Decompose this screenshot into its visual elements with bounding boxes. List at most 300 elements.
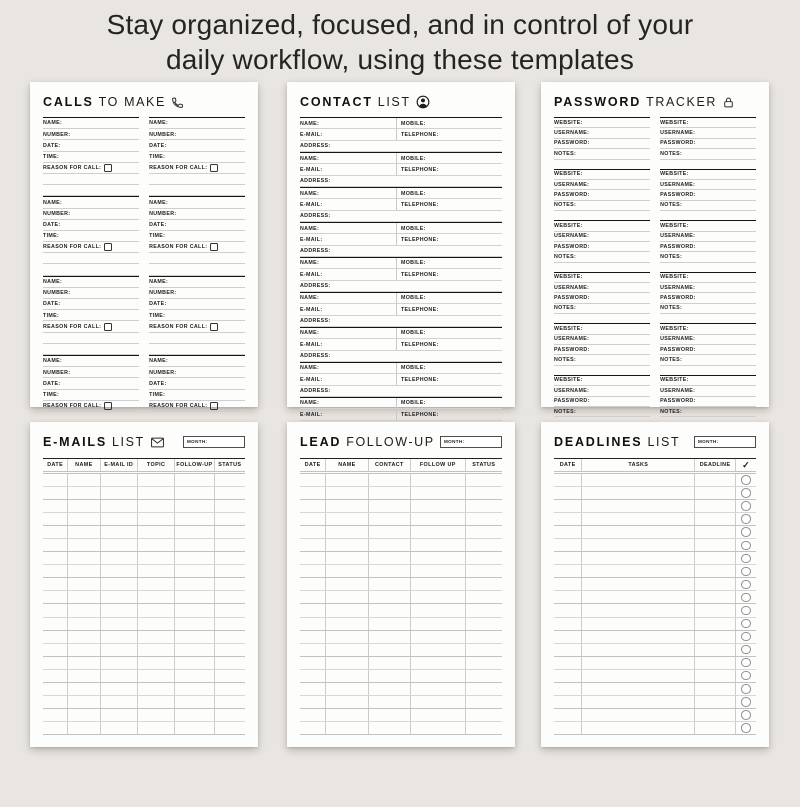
call-block — [149, 117, 245, 196]
contact-cell — [396, 374, 502, 384]
done-circle — [741, 671, 751, 681]
field-label: NAME: — [300, 400, 320, 407]
table-cell — [554, 526, 582, 538]
password-blocks — [554, 117, 756, 437]
field-row — [554, 149, 650, 159]
checkbox — [104, 243, 112, 251]
field-row — [149, 209, 245, 220]
contact-cell — [396, 293, 502, 303]
table-cell — [466, 487, 502, 499]
table-cell — [300, 591, 326, 603]
call-block — [149, 276, 245, 355]
table-cell — [101, 474, 138, 486]
table-cell — [554, 657, 582, 669]
table-cell — [43, 696, 68, 708]
deadlines-list-card — [541, 422, 769, 747]
field-label: PASSWORD: — [660, 295, 696, 302]
table-cell — [300, 513, 326, 525]
field-row — [554, 397, 650, 407]
field-row — [660, 407, 756, 417]
field-row — [660, 201, 756, 211]
column-header: NAME — [326, 459, 368, 471]
field-row — [149, 310, 245, 321]
emails-table — [43, 458, 245, 735]
table-cell — [582, 722, 695, 734]
table-cell — [326, 670, 368, 682]
field-label: WEBSITE: — [660, 325, 689, 332]
contact-block — [300, 362, 502, 397]
deadlines-list-header — [554, 432, 756, 452]
table-cell — [215, 618, 245, 630]
field-row — [149, 220, 245, 231]
field-row — [43, 277, 139, 288]
contact-row — [300, 234, 502, 245]
table-cell — [175, 474, 214, 486]
contact-cell — [396, 118, 502, 128]
table-cell — [138, 696, 175, 708]
table-cell — [175, 657, 214, 669]
table-cell — [138, 644, 175, 656]
table-cell — [582, 487, 695, 499]
table-cell — [101, 722, 138, 734]
table-cell — [101, 631, 138, 643]
field-label: E-MAIL: — [300, 166, 323, 173]
table-cell — [68, 631, 100, 643]
field-label: TELEPHONE: — [400, 271, 439, 278]
field-label: MOBILE: — [400, 190, 426, 197]
contact-cell — [300, 118, 396, 128]
contact-cell — [300, 234, 396, 244]
field-label: REASON FOR CALL: — [149, 165, 208, 172]
field-label: USERNAME: — [554, 129, 590, 136]
contact-cell — [300, 269, 396, 279]
field-label: USERNAME: — [554, 387, 590, 394]
table-cell — [43, 487, 68, 499]
password-tracker-card — [541, 82, 769, 415]
field-row — [660, 335, 756, 345]
field-label: E-MAIL: — [300, 376, 323, 383]
field-row — [660, 118, 756, 128]
table-cell — [736, 526, 756, 538]
table-cell — [736, 709, 756, 721]
table-cell — [326, 487, 368, 499]
table-cell — [68, 670, 100, 682]
field-label: NOTES: — [554, 357, 577, 364]
blank-line — [149, 253, 245, 264]
field-label: ADDRESS: — [300, 318, 331, 325]
column-header: E-MAIL ID — [101, 459, 138, 471]
done-circle — [741, 527, 751, 537]
field-row — [43, 209, 139, 220]
table-cell — [326, 500, 368, 512]
contact-row — [300, 339, 502, 350]
contact-cell — [300, 164, 396, 174]
table-cell — [411, 604, 466, 616]
table-cell — [101, 552, 138, 564]
table-cell — [101, 526, 138, 538]
table-cell — [695, 722, 735, 734]
table-cell — [466, 618, 502, 630]
contact-row — [300, 118, 502, 129]
table-row — [43, 618, 245, 631]
field-label: PASSWORD: — [554, 140, 590, 147]
table-row — [554, 696, 756, 709]
table-cell — [411, 670, 466, 682]
field-row — [149, 197, 245, 208]
table-cell — [554, 683, 582, 695]
password-block — [660, 323, 756, 366]
table-cell — [554, 709, 582, 721]
column-header: DATE — [300, 459, 326, 471]
table-cell — [736, 578, 756, 590]
field-row — [554, 128, 650, 138]
table-cell — [215, 539, 245, 551]
field-row — [660, 149, 756, 159]
table-cell — [466, 722, 502, 734]
contact-row — [300, 258, 502, 269]
checkbox — [210, 402, 218, 410]
contact-block — [300, 327, 502, 362]
table-cell — [326, 539, 368, 551]
table-cell — [326, 604, 368, 616]
field-row — [43, 197, 139, 208]
table-cell — [300, 657, 326, 669]
table-cell — [300, 552, 326, 564]
password-column — [660, 117, 756, 437]
table-cell — [326, 591, 368, 603]
table-cell — [101, 487, 138, 499]
table-cell — [736, 631, 756, 643]
field-label: MOBILE: — [400, 365, 426, 372]
column-header: CONTACT — [369, 459, 411, 471]
table-cell — [215, 565, 245, 577]
table-cell — [101, 565, 138, 577]
table-row — [43, 604, 245, 617]
table-cell — [466, 578, 502, 590]
field-label: NAME: — [300, 190, 320, 197]
table-cell — [736, 657, 756, 669]
field-label: NOTES: — [660, 202, 683, 209]
field-row — [149, 118, 245, 129]
field-label: REASON FOR CALL: — [43, 323, 102, 330]
address-row — [300, 281, 502, 292]
field-label: REASON FOR CALL: — [43, 165, 102, 172]
table-row — [554, 644, 756, 657]
done-circle — [741, 593, 751, 603]
table-cell — [736, 513, 756, 525]
field-row — [660, 304, 756, 314]
table-row — [43, 500, 245, 513]
field-label: TELEPHONE: — [400, 131, 439, 138]
field-row — [554, 335, 650, 345]
field-row — [149, 140, 245, 151]
table-row — [554, 513, 756, 526]
field-label: E-MAIL: — [300, 236, 323, 243]
field-row — [554, 180, 650, 190]
contact-cell — [300, 328, 396, 338]
table-cell — [582, 526, 695, 538]
card-title-bold: DEADLINES — [554, 435, 643, 449]
field-row — [43, 390, 139, 401]
table-row — [300, 539, 502, 552]
table-row — [300, 487, 502, 500]
field-row — [43, 321, 139, 332]
table-row — [554, 578, 756, 591]
field-row — [554, 386, 650, 396]
table-cell — [466, 670, 502, 682]
field-label: PASSWORD: — [660, 140, 696, 147]
table-cell — [736, 604, 756, 616]
table-cell — [138, 578, 175, 590]
field-label: WEBSITE: — [554, 274, 583, 281]
table-cell — [101, 683, 138, 695]
blank-line — [43, 253, 139, 264]
field-row — [149, 277, 245, 288]
field-label: DATE: — [149, 142, 167, 149]
table-cell — [326, 552, 368, 564]
table-cell — [736, 644, 756, 656]
table-cell — [138, 670, 175, 682]
table-cell — [215, 526, 245, 538]
field-label: WEBSITE: — [660, 222, 689, 229]
table-cell — [326, 513, 368, 525]
table-cell — [215, 578, 245, 590]
contact-row — [300, 398, 502, 409]
table-header-row — [43, 458, 245, 474]
address-row — [300, 176, 502, 187]
blank-line — [149, 174, 245, 185]
checkbox — [104, 164, 112, 172]
table-cell — [215, 709, 245, 721]
contact-list-header — [300, 92, 502, 112]
contact-cell — [300, 188, 396, 198]
table-cell — [736, 670, 756, 682]
field-row — [554, 232, 650, 242]
field-row — [149, 356, 245, 367]
field-row — [660, 397, 756, 407]
table-cell — [582, 591, 695, 603]
table-cell — [736, 722, 756, 734]
field-label: PASSWORD: — [554, 346, 590, 353]
table-cell — [582, 578, 695, 590]
table-cell — [326, 644, 368, 656]
month-label: MONTH: — [444, 438, 465, 444]
table-cell — [695, 696, 735, 708]
field-label: TIME: — [43, 233, 60, 240]
blank-line — [43, 333, 139, 344]
table-cell — [68, 683, 100, 695]
field-label: DATE: — [43, 222, 61, 229]
table-cell — [582, 631, 695, 643]
field-label: NAME: — [300, 155, 320, 162]
column-header: DATE — [554, 459, 582, 471]
contact-row — [300, 188, 502, 199]
table-row — [554, 618, 756, 631]
table-header-row — [554, 458, 756, 474]
field-row — [43, 401, 139, 412]
blank-line — [149, 333, 245, 344]
emails-list-card — [30, 422, 258, 747]
table-row — [300, 591, 502, 604]
field-label: E-MAIL: — [300, 131, 323, 138]
table-cell — [68, 591, 100, 603]
field-row — [660, 376, 756, 386]
done-circle — [741, 606, 751, 616]
table-cell — [411, 644, 466, 656]
field-label: NOTES: — [554, 202, 577, 209]
password-block — [554, 169, 650, 212]
table-row — [300, 722, 502, 735]
table-cell — [300, 474, 326, 486]
field-label: NAME: — [43, 120, 63, 127]
field-label: NUMBER: — [149, 131, 177, 138]
field-label: NOTES: — [660, 408, 683, 415]
contact-cell — [396, 398, 502, 408]
table-cell — [369, 591, 411, 603]
field-row — [43, 118, 139, 129]
table-cell — [215, 474, 245, 486]
field-row — [554, 201, 650, 211]
password-block — [554, 220, 650, 263]
field-label: NAME: — [43, 279, 63, 286]
contact-cell — [396, 363, 502, 373]
field-label: DATE: — [43, 380, 61, 387]
field-label: NAME: — [149, 279, 169, 286]
table-cell — [736, 683, 756, 695]
table-row — [554, 683, 756, 696]
field-label: WEBSITE: — [554, 325, 583, 332]
table-cell — [369, 618, 411, 630]
contact-cell — [300, 374, 396, 384]
table-cell — [369, 487, 411, 499]
table-row — [300, 696, 502, 709]
table-cell — [411, 618, 466, 630]
table-cell — [138, 631, 175, 643]
table-cell — [68, 709, 100, 721]
field-row — [660, 242, 756, 252]
table-cell — [369, 670, 411, 682]
field-row — [660, 252, 756, 262]
contact-row — [300, 293, 502, 304]
card-title-bold: E-MAILS — [43, 435, 107, 449]
contact-cell — [396, 153, 502, 163]
table-row — [300, 631, 502, 644]
table-row — [43, 670, 245, 683]
calls-blocks — [43, 117, 245, 445]
field-label: TELEPHONE: — [400, 236, 439, 243]
done-circle — [741, 567, 751, 577]
table-cell — [215, 552, 245, 564]
field-label: NOTES: — [660, 253, 683, 260]
table-cell — [175, 631, 214, 643]
table-cell — [466, 513, 502, 525]
field-label: DATE: — [149, 301, 167, 308]
field-label: TELEPHONE: — [400, 306, 439, 313]
field-label: MOBILE: — [400, 225, 426, 232]
table-cell — [554, 722, 582, 734]
table-cell — [43, 578, 68, 590]
call-block — [149, 196, 245, 275]
field-label: TELEPHONE: — [400, 376, 439, 383]
field-label: WEBSITE: — [554, 222, 583, 229]
field-label: PASSWORD: — [660, 346, 696, 353]
checkbox — [210, 164, 218, 172]
field-row — [149, 129, 245, 140]
field-label: NAME: — [149, 199, 169, 206]
table-cell — [736, 696, 756, 708]
field-label: TIME: — [43, 391, 60, 398]
field-label: NUMBER: — [43, 210, 71, 217]
contact-cell — [300, 409, 396, 419]
field-row — [554, 283, 650, 293]
field-row — [43, 310, 139, 321]
table-cell — [554, 644, 582, 656]
table-cell — [175, 552, 214, 564]
blank-line — [43, 264, 139, 275]
table-cell — [369, 565, 411, 577]
field-row — [660, 273, 756, 283]
table-row — [43, 552, 245, 565]
table-cell — [138, 552, 175, 564]
field-label: REASON FOR CALL: — [149, 244, 208, 251]
field-label: ADDRESS: — [300, 387, 331, 394]
lead-follow-up-card — [287, 422, 515, 747]
table-row — [43, 487, 245, 500]
field-label: PASSWORD: — [554, 398, 590, 405]
checkbox — [210, 323, 218, 331]
done-circle — [741, 488, 751, 498]
table-cell — [411, 552, 466, 564]
table-cell — [101, 657, 138, 669]
table-cell — [43, 657, 68, 669]
table-cell — [582, 552, 695, 564]
field-label: WEBSITE: — [554, 119, 583, 126]
table-cell — [138, 683, 175, 695]
table-cell — [43, 591, 68, 603]
contact-cell — [300, 258, 396, 268]
field-label: TIME: — [149, 391, 166, 398]
field-label: MOBILE: — [400, 120, 426, 127]
table-cell — [326, 565, 368, 577]
table-cell — [68, 644, 100, 656]
table-cell — [369, 474, 411, 486]
table-cell — [175, 644, 214, 656]
table-cell — [695, 565, 735, 577]
contact-row — [300, 199, 502, 210]
address-row — [300, 141, 502, 152]
table-cell — [300, 578, 326, 590]
field-label: MOBILE: — [400, 400, 426, 407]
field-label: USERNAME: — [660, 233, 696, 240]
table-cell — [175, 604, 214, 616]
contact-block — [300, 222, 502, 257]
password-block — [554, 272, 650, 315]
field-row — [660, 386, 756, 396]
field-row — [660, 355, 756, 365]
table-row — [43, 722, 245, 735]
contact-cell — [396, 223, 502, 233]
done-circle — [741, 632, 751, 642]
table-cell — [68, 696, 100, 708]
table-cell — [369, 604, 411, 616]
table-cell — [369, 644, 411, 656]
table-cell — [466, 696, 502, 708]
column-header: FOLLOW UP — [411, 459, 466, 471]
table-cell — [554, 500, 582, 512]
table-cell — [582, 474, 695, 486]
table-row — [554, 565, 756, 578]
table-cell — [411, 657, 466, 669]
